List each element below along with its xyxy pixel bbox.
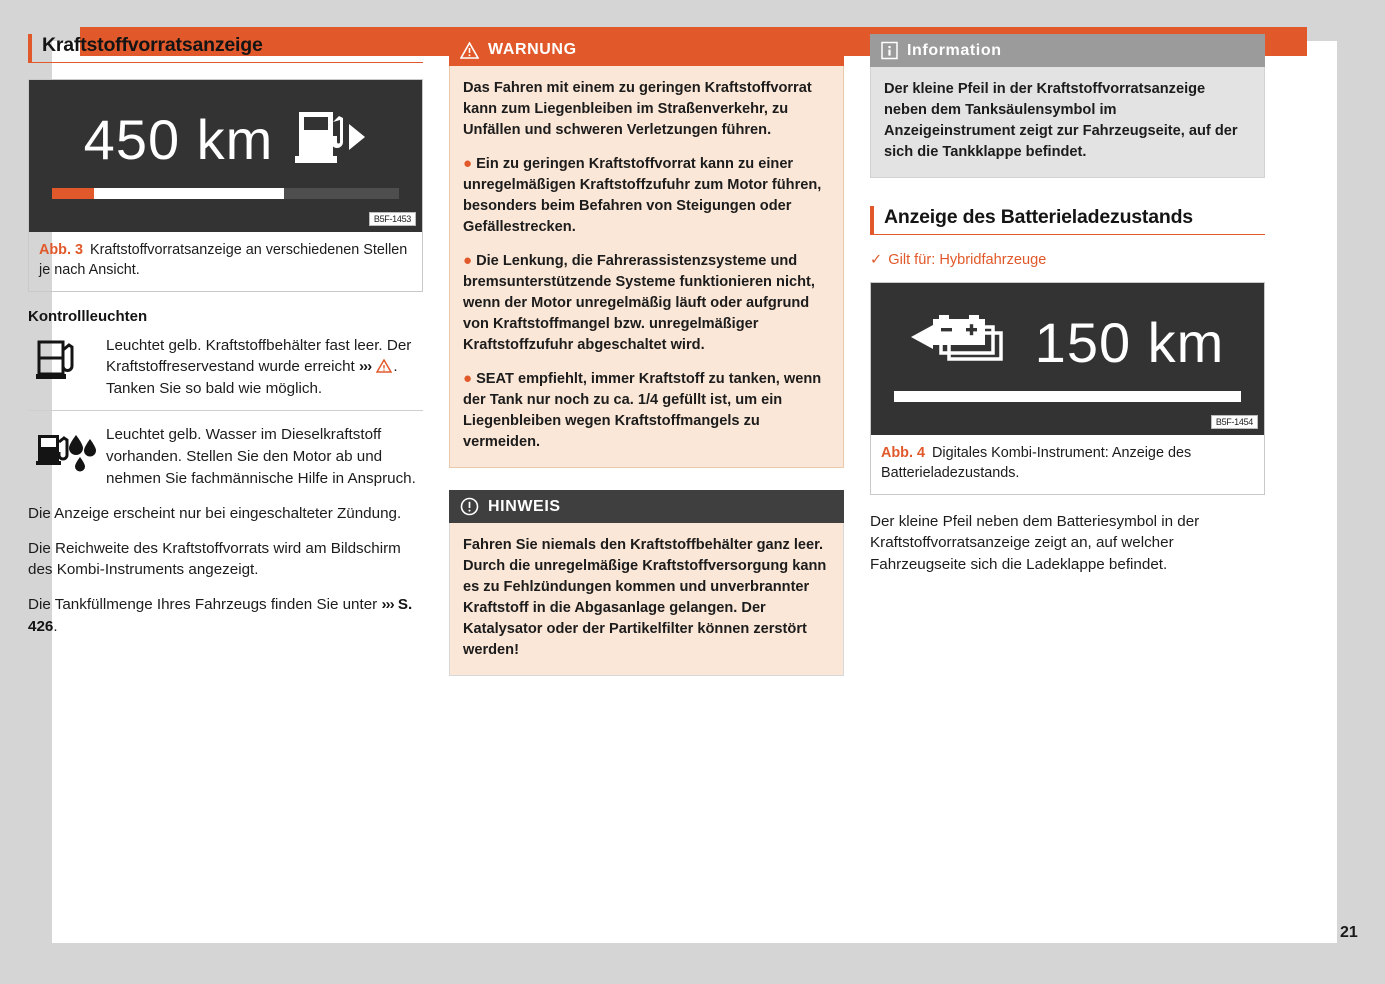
notice-box <box>449 490 844 676</box>
figure-caption <box>29 232 422 291</box>
fuel-bar-reserve-segment <box>52 188 94 199</box>
figure-label: Abb. 3 <box>39 242 83 258</box>
column-right <box>870 34 1265 575</box>
battery-level-bar <box>894 391 1241 402</box>
battery-display-row <box>871 283 1264 376</box>
fuel-gauge-display <box>29 80 422 232</box>
exclamation-circle-icon <box>460 497 479 516</box>
figure-fuel-gauge <box>28 79 423 292</box>
page-columns <box>28 34 1265 698</box>
control-lamp-item-fuel-low <box>28 335 423 400</box>
subheading-control-lamps: Kontrollleuchten <box>28 307 148 325</box>
battery-range-value: 150 km <box>1034 310 1225 374</box>
fuel-water-icon <box>36 426 98 474</box>
information-box <box>870 34 1265 178</box>
applies-to-line <box>870 251 1265 268</box>
paragraph-range-display: Die Reichweite des Kraftstoffvorrats wird am Bildschirm des Kombi-Instruments angezeigt. <box>28 539 401 579</box>
fuel-bar-fill-segment <box>94 188 285 199</box>
cross-reference-link[interactable]: S. 426 <box>28 595 413 635</box>
battery-stack-icon <box>911 309 1005 376</box>
fuel-pump-icon <box>295 106 367 173</box>
column-middle <box>449 34 844 698</box>
control-lamp-divider <box>28 410 423 411</box>
warning-bullet-2-text: Die Lenkung, die Fahrerassistenzsysteme und bremsunterstützende Systeme funktionieren nicht, wenn der Motor unregelmäßig läuft oder aufgrund von Kraftstoffmangel bzw. unregelmäßiger Kraftstoffzufuhr abgeschaltet wird. <box>463 253 815 353</box>
cross-reference-chevron: ››› <box>358 358 372 376</box>
section-heading-fuel-gauge: Kraftstoffvorratsanzeige <box>28 34 423 63</box>
warning-box-body <box>449 66 844 468</box>
control-lamp-text-water-in-fuel: Leuchtet gelb. Wasser im Dieselkraftstoff vorhanden. Stellen Sie den Motor ab und nehmen Sie fachmännische Hilfe in Anspruch. <box>106 426 416 487</box>
information-box-header <box>870 34 1265 67</box>
information-text: Der kleine Pfeil in der Kraftstoffvorratsanzeige neben dem Tanksäulensymbol im Anzeigeinstrument zeigt zur Fahrzeugseite, auf der sich die Tankklappe befindet. <box>884 81 1238 160</box>
warning-box-header <box>449 34 844 66</box>
battery-charge-display <box>871 283 1264 435</box>
applies-to-text: Gilt für: Hybridfahrzeuge <box>888 251 1047 268</box>
warning-bullet-2 <box>463 250 830 356</box>
fuel-bar-empty-segment <box>284 188 399 199</box>
control-lamp-item-water-in-fuel <box>28 424 423 489</box>
figure-code: B5F-1454 <box>1211 415 1258 429</box>
bullet-marker: ● <box>463 370 473 387</box>
warning-box-title: WARNUNG <box>488 41 577 58</box>
warning-bullet-1 <box>463 153 830 238</box>
warning-box <box>449 34 844 468</box>
fuel-display-row <box>29 80 422 173</box>
cross-reference-chevron: ››› <box>381 595 394 613</box>
column-left <box>28 34 423 637</box>
information-box-title: Information <box>907 41 1002 59</box>
paragraph-tank-capacity-period: . <box>53 617 58 635</box>
notice-box-title: HINWEIS <box>488 497 561 515</box>
figure-battery-charge <box>870 282 1265 495</box>
info-icon <box>881 41 898 60</box>
notice-text: Fahren Sie niemals den Kraftstoffbehälter ganz leer. Durch die unregelmäßige Kraftstoffversorgung kann es zu Fehlzündungen kommen und unverbrannter Kraftstoff in die Abgasanlage gelangen. Der Katalysator oder der Partikelfilter können zerstört werden! <box>463 537 827 658</box>
warning-bullet-1-text: Ein zu geringen Kraftstoffvorrat kann zu einer unregelmäßigen Kraftstoffzufuhr zum Motor führen, besonders beim Befahren von Steigungen oder Gefällestrecken. <box>463 156 822 235</box>
information-box-body <box>870 67 1265 178</box>
section-heading-battery-charge: Anzeige des Batterieladezustands <box>870 206 1265 235</box>
warning-bullet-3 <box>463 368 830 453</box>
warning-triangle-icon <box>376 359 392 373</box>
warning-intro: Das Fahren mit einem zu geringen Kraftstoffvorrat kann zum Liegenbleiben im Straßenverkehr, zu Unfällen und schweren Verletzungen führen. <box>463 80 812 138</box>
lamp-text-before: Leuchtet gelb. Kraftstoffbehälter fast leer. Der Kraftstoffreservestand wurde erreicht <box>106 336 412 376</box>
figure-label: Abb. 4 <box>881 445 925 461</box>
figure-caption <box>871 435 1264 494</box>
lamp-text-after: . Tanken Sie so bald wie möglich. <box>106 358 398 397</box>
notice-box-body <box>449 523 844 676</box>
check-icon: ✓ <box>870 252 883 268</box>
page-number: 21 <box>1340 924 1358 941</box>
figure-caption-text: Kraftstoffvorratsanzeige an verschiedenen Stellen je nach Ansicht. <box>39 242 408 278</box>
fuel-pump-icon <box>36 337 98 385</box>
figure-caption-text: Digitales Kombi-Instrument: Anzeige des Batterieladezustands. <box>881 445 1192 481</box>
fuel-range-value: 450 km <box>83 107 274 171</box>
fuel-level-bar <box>52 188 399 199</box>
figure-code: B5F-1453 <box>369 212 416 226</box>
paragraph-charge-flap: Der kleine Pfeil neben dem Batteriesymbol in der Kraftstoffvorratsanzeige zeigt an, auf welcher Fahrzeugseite sich die Ladeklappe befindet. <box>870 512 1200 573</box>
paragraph-tank-capacity <box>28 594 423 637</box>
paragraph-ignition: Die Anzeige erscheint nur bei eingeschalteter Zündung. <box>28 505 402 523</box>
paragraph-tank-capacity-text: Die Tankfüllmenge Ihres Fahrzeugs finden Sie unter <box>28 595 378 613</box>
bullet-marker: ● <box>463 155 473 172</box>
warning-triangle-icon <box>460 42 479 59</box>
bullet-marker: ● <box>463 252 473 269</box>
notice-box-header <box>449 490 844 523</box>
warning-bullet-3-text: SEAT empfiehlt, immer Kraftstoff zu tanken, wenn der Tank nur noch zu ca. 1/4 gefüllt ist, um ein Liegenbleiben wegen Kraftstoffmangels zu vermeiden. <box>463 371 822 450</box>
